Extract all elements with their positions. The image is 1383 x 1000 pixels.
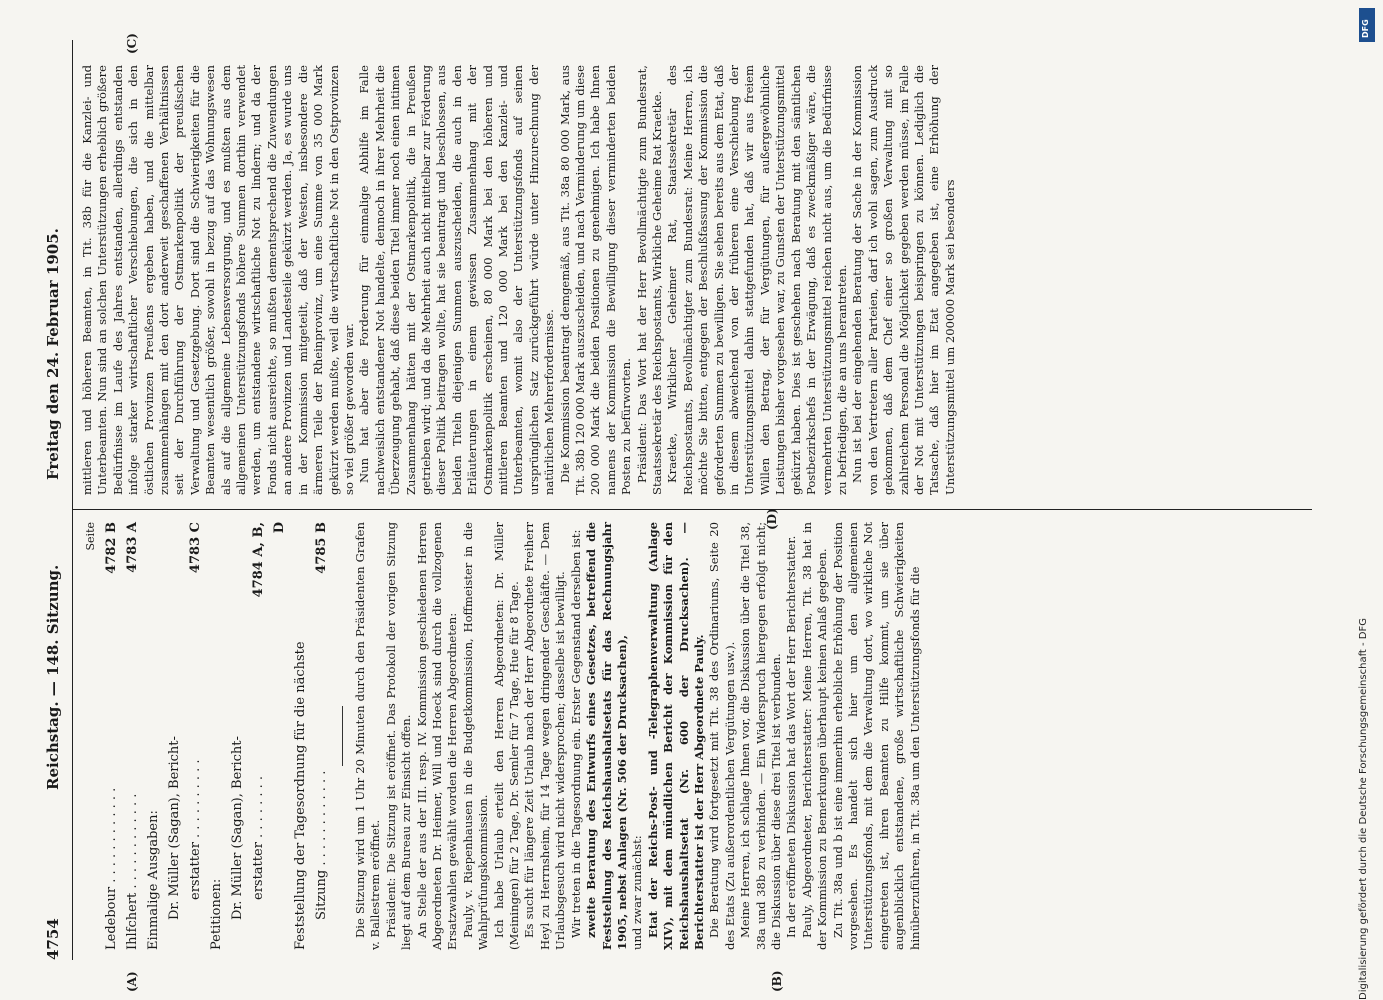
toc-row <box>206 522 227 950</box>
page-number: 4754 <box>44 918 62 960</box>
toc-label: Einmalige Ausgaben: <box>146 810 161 950</box>
paragraph: und zwar zunächst: <box>630 835 645 950</box>
paragraph-bold-heading: zweite Beratung des Entwurfs eines Gesetzes, betreffend die Feststellung des Reichshaushaltsetats für das Rechnungsjahr 1905, nebst Anlagen (Nr. 506 der Drucksachen), <box>584 522 629 950</box>
paragraph: An Stelle der aus der III. resp. IV. Kommission geschiedenen Herren Abgeordneten Dr. Heimer, Will und Hoeck sind durch die vollzogenen Ersatzwahlen gewählt worden die Herren Abgeordneten: <box>414 522 460 950</box>
paragraph: Nun hat aber die Forderung für einmalige Abhilfe im Falle nachweislich entstandener Not handelte, dennoch in ihrer Mehrheit die Überzeugung gehabt, daß diese beiden Titel immer noch einen intimen Zusammenhang hätten mit der Ostmarkenpolitik, die in Preußen getrieben wird; und da die Mehrheit auch nicht mittelbar zur Förderung dieser Politik beitragen wollte, hat sie beantragt und beschlossen, aus beiden Titeln diejenigen Summen auszuscheiden, die auch in den Erläuterungen in einem gewissen Zusammenhang mit der Ostmarkenpolitik erscheinen, 80 000 Mark bei den höheren und mittleren Beamten und 120 000 Mark bei den Kanzlei- und Unterbeamten, womit also der Unterstützungsfonds auf seinen ursprünglichen Satz zurückgeführt würde unter Hinzurechnung der natürlichen Mehrerfordernisse. <box>357 65 557 495</box>
paragraph: Präsident: Das Wort hat der Herr Bevollmächtigte zum Bundesrat, Staatssekretär des Reichspostamts, Wirkliche Geheime Rat Kraetke. <box>634 65 665 495</box>
paragraph: Pauly, Abgeordneter, Berichterstatter: Meine Herren, Tit. 38 hat in der Kommission zu Bemerkungen überhaupt keinen Anlaß gegeben. <box>799 522 830 950</box>
paragraph: In der eröffneten Diskussion hat das Wort der Herr Berichterstatter. <box>784 535 799 938</box>
paragraph: Präsident: Die Sitzung ist eröffnet. Das Protokoll der vorigen Sitzung liegt auf dem Bureau zur Einsicht offen. <box>383 522 414 950</box>
column-separator <box>72 509 1312 510</box>
toc-row <box>248 522 290 950</box>
margin-mark-a: (A) <box>125 971 139 992</box>
toc-page: 4784 A, B, D <box>251 522 287 598</box>
paragraph: Die Sitzung wird um 1 Uhr 20 Minuten durch den Präsidenten Grafen v. Ballestrem eröffnet. <box>353 522 383 950</box>
paragraph-bold-heading: Etat der Reichs-Post- und -Telegraphenverwaltung (Anlage XIV), mit dem mündlichen Bericht der Kommission für den Reichshaushaltsetat (Nr. 600 der Drucksachen). — Berichterstatter ist der Herr Abgeordnete Pauly. <box>645 522 706 950</box>
toc-label: erstatter . . . . . . . . . . <box>188 759 203 900</box>
toc-label: erstatter . . . . . . . . <box>251 775 266 900</box>
toc-label: Sitzung . . . . . . . . . . . . <box>314 770 329 920</box>
toc-label: Feststellung der Tagesordnung für die nächste <box>293 641 308 950</box>
toc-row <box>227 522 248 950</box>
right-column <box>80 65 958 495</box>
toc-page: 4783 A <box>125 522 140 573</box>
margin-mark-b: (B) <box>770 970 784 992</box>
left-column <box>80 522 923 950</box>
toc-page: 4785 B <box>314 522 329 574</box>
toc-label: Dr. Müller (Sagan), Bericht- <box>230 736 245 920</box>
toc-row <box>101 522 122 950</box>
section-divider <box>342 706 343 766</box>
header-right-title: Freitag den 24. Februar 1905. <box>44 228 62 480</box>
toc-row <box>290 522 311 950</box>
paragraph: Pauly, v. Riepenhausen in die Budgetkommission, Hoffmeister in die Wahlprüfungskommission. <box>460 522 491 950</box>
dfg-logo: DFG <box>1359 8 1375 42</box>
header-rule <box>72 40 73 960</box>
toc-row <box>185 522 206 950</box>
digitization-footer <box>1358 20 1378 1000</box>
paragraph: Die Kommission beantragt demgemäß, aus Tit. 38a 80 000 Mark, aus Tit. 38b 120 000 Mark auszuscheiden, und nach Verminderung um diese 200 000 Mark die beiden Positionen zu genehmigen. Ich habe Ihnen namens der Kommission die Bewilligung dieser verminderten beiden Posten zu befürworten. <box>557 65 634 495</box>
toc-page <box>290 522 311 602</box>
toc-page <box>206 522 227 602</box>
header-left-title: Reichstag. — 148. Sitzung. <box>44 564 62 790</box>
toc-page <box>143 522 164 602</box>
margin-mark-c: (C) <box>125 33 139 54</box>
toc-page <box>164 522 185 602</box>
toc-row <box>164 522 185 950</box>
toc-page: 4783 C <box>188 522 203 574</box>
digitization-note: Digitalisierung gefördert durch die Deutsche Forschungsgemeinschaft - DFG <box>1358 617 1369 1000</box>
toc-row <box>143 522 164 950</box>
paragraph: Die Beratung wird fortgesetzt mit Tit. 38 des Ordinariums, Seite 20 des Etats (Zu außerordentlichen Vergütungen usw.). <box>707 522 737 950</box>
paragraph: Wir treten in die Tagesordnung ein. Erster Gegenstand derselben ist: <box>568 529 583 938</box>
paragraph: Meine Herren, ich schlage Ihnen vor, die Diskussion über die Titel 38, 38a und 38b zu verbinden. — Ein Widerspruch hiergegen erfolgt nicht; die Diskussion über diese drei Titel ist verbunden. <box>738 522 783 950</box>
toc-row <box>311 522 332 950</box>
page-header <box>40 80 70 960</box>
toc-page <box>227 522 248 602</box>
paragraph: mittleren und höheren Beamten, in Tit. 38b für die Kanzlei- und Unterbeamten. Nun sind an solchen Unterstützungen erheblich größere Bedürfnisse im Laufe des Jahres entstanden, allerdings entstanden infolge starker wirtschaftlicher Verschiebungen, die sich in den östlichen Provinzen Preußens ergeben haben, und die mittelbar zusammenhängen mit den dort anderweit geschaffenen Verhältnissen seit der Durchführung der Ostmarkenpolitik der preußischen Verwaltung und Gesetzgebung. Dort sind die Schwierigkeiten für die Beamten wesentlich größer, sowohl in bezug auf das Wohnungswesen als auf die allgemeine Lebensversorgung, und es mußten aus dem allgemeinen Unterstützungsfonds höhere Summen dorthin verwendet werden, um entstandene wirtschaftliche Not zu lindern; und da der Fonds nicht ausreichte, so mußten dementsprechend die Zuwendungen an andere Provinzen und Landesteile gekürzt werden. Ja, es wurde uns in der Kommission mitgeteilt, daß der Westen, insbesondere die ärmeren Teile der Rheinprovinz, um eine Summe von 35 000 Mark gekürzt werden mußte, weil die wirtschaftliche Not in den Ostprovinzen so viel größer geworden war. <box>80 65 356 495</box>
table-of-contents <box>80 522 332 950</box>
toc-label: Petitionen: <box>209 878 224 950</box>
toc-label: Ledebour . . . . . . . . . . . . <box>104 787 119 950</box>
toc-row <box>122 522 143 950</box>
toc-seite-label: Seite <box>84 522 97 551</box>
toc-page: 4782 B <box>104 522 119 574</box>
paragraph: Ich habe Urlaub erteilt den Herren Abgeordneten: Dr. Müller (Meiningen) für 2 Tage, Dr. Semler für 7 Tage, Hue für 8 Tage. <box>491 522 522 950</box>
paragraph: Zu Tit. 38a und b ist eine immerhin erhebliche Erhöhung der Position vorgesehen. Es handelt sich hier um den allgemeinen Unterstützungsfonds, mit dem die Verwaltung dort, wo wirkliche Not eingetreten ist, ihren Beamten zu Hilfe kommt, um sie über augenblicklich entstandene, große wirtschaftliche Schwierigkeiten hinüberzuführen, in Tit. 38a um den Unterstützungsfonds für die <box>830 522 922 950</box>
paragraph: Es sucht für längere Zeit Urlaub nach der Herr Abgeordnete Freiherr Heyl zu Herrnsheim, für 14 Tage wegen dringender Geschäfte. — Dem Urlaubsgesuch wird nicht widersprochen; dasselbe ist bewilligt. <box>522 522 568 950</box>
paragraph: Nun ist bei der eingehenden Beratung der Sache in der Kommission von den Vertretern aller Parteien, darf ich wohl sagen, zum Ausdruck gekommen, daß dem Chef einer so großen Verwaltung mit so zahlreichem Personal die Möglichkeit gegeben werden müsse, im Falle der Not mit Unterstützungen beispringen zu können. Lediglich die Tatsache, daß hier im Etat angegeben ist, eine Erhöhung der Unterstützungsmittel um 200000 Mark sei besonders <box>850 65 957 495</box>
toc-label: Ihlfchert . . . . . . . . . . . . <box>125 793 140 950</box>
paragraph: Kraetke, Wirklicher Geheimer Rat, Staatssekretär des Reichspostamts, Bevollmächtigter zum Bundesrat: Meine Herren, ich möchte Sie bitten, entgegen der Beschlußfassung der Kommission die geforderten Summen zu bewilligen. Sie sehen bereits aus dem Etat, daß in diesem abweichend von der früheren eine Verschiebung der Unterstützungsmittel dahin stattgefunden hat, daß wir aus freiem Willen den Betrag, der für Vergütungen, für außergewöhnliche Leistungen bisher vorgesehen war, zu Gunsten der Unterstützungsmittel gekürzt haben. Dies ist geschehen nach Beratung mit den sämtlichen Postbezirkschefs in der Erwägung, daß es zweckmäßiger wäre, die vermehrten Unterstützungsmittel reichen nicht aus, um die Bedürfnisse zu befriedigen, die an uns herantreten. <box>665 65 849 495</box>
toc-label: Dr. Müller (Sagan), Bericht- <box>167 736 182 920</box>
margin-mark-d: (D) <box>765 508 779 530</box>
